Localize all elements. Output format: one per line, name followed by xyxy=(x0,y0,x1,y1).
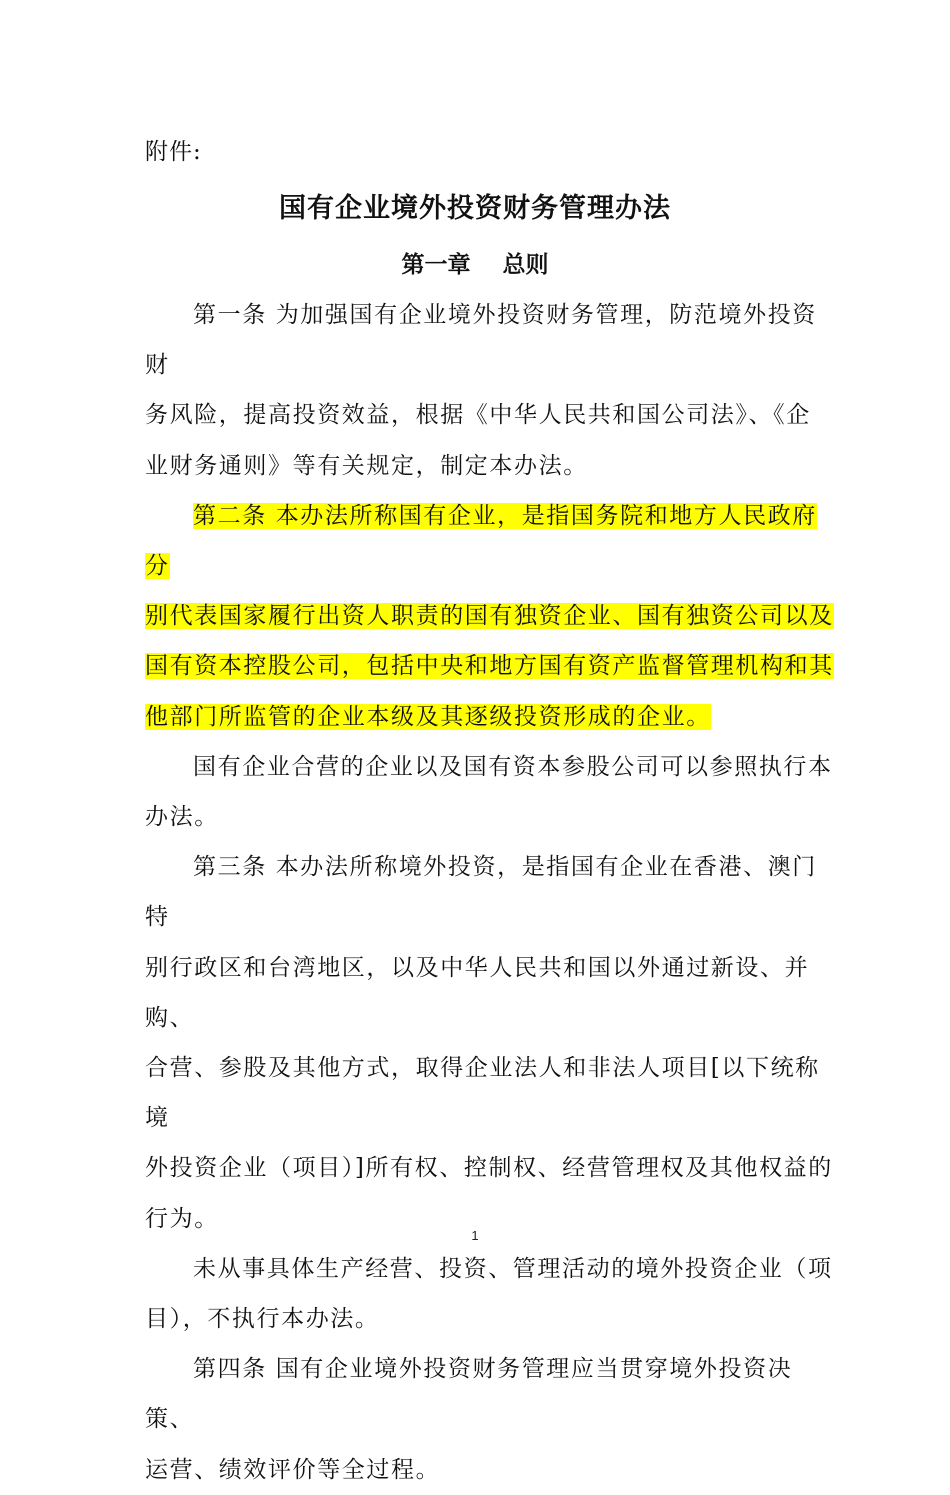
text-line: 未从事具体生产经营、投资、管理活动的境外投资企业（项 xyxy=(193,1255,833,1282)
text-line-wrapper xyxy=(145,491,841,591)
text-line-wrapper xyxy=(145,692,841,742)
article-3-paragraph xyxy=(145,842,841,1244)
text-line: 运营、绩效评价等全过程。 xyxy=(145,1456,441,1483)
text-line: 第四条 国有企业境外投资财务管理应当贯穿境外投资决策、 xyxy=(145,1356,793,1433)
page-number: 1 xyxy=(471,1228,479,1243)
text-line: 第三条 本办法所称境外投资，是指国有企业在香港、澳门特 xyxy=(145,854,817,931)
text-line: 第一条 为加强国有企业境外投资财务管理，防范境外投资财 xyxy=(145,302,817,379)
text-line: 国有企业合营的企业以及国有资本参股公司可以参照执行本 xyxy=(193,753,833,780)
exclusion-paragraph xyxy=(145,1244,841,1344)
chapter-title: 第一章 总则 xyxy=(401,252,549,278)
article-4-paragraph xyxy=(145,1344,841,1495)
article-2-paragraph xyxy=(145,491,841,742)
text-line: 办法。 xyxy=(145,804,219,831)
highlighted-text-line: 他部门所监管的企业本级及其逐级投资形成的企业。 xyxy=(145,703,711,730)
text-line-wrapper xyxy=(145,591,841,641)
highlighted-text-line: 别代表国家履行出资人职责的国有独资企业、国有独资公司以及 xyxy=(145,603,834,630)
document-body xyxy=(145,290,841,1495)
document-title: 国有企业境外投资财务管理办法 xyxy=(279,193,671,224)
highlighted-text-line: 第二条 本办法所称国有企业，是指国务院和地方人民政府分 xyxy=(145,502,817,580)
text-line: 目），不执行本办法。 xyxy=(145,1306,380,1333)
attachment-label: 附件: xyxy=(145,139,202,165)
text-line-wrapper xyxy=(145,641,841,691)
joint-venture-paragraph xyxy=(145,742,841,842)
text-line: 业财务通则》等有关规定，制定本办法。 xyxy=(145,452,588,479)
text-line: 行为。 xyxy=(145,1205,219,1232)
text-line: 外投资企业（项目）]所有权、控制权、经营管理权及其他权益的 xyxy=(145,1155,833,1182)
text-line: 务风险，提高投资效益，根据《中华人民共和国公司法》、《企 xyxy=(145,402,811,429)
text-line: 别行政区和台湾地区，以及中华人民共和国以外通过新设、并购、 xyxy=(145,954,810,1031)
text-line: 合营、参股及其他方式，取得企业法人和非法人项目[以下统称境 xyxy=(145,1055,820,1132)
highlighted-text-line: 国有资本控股公司，包括中央和地方国有资产监督管理机构和其 xyxy=(145,653,834,680)
article-1-paragraph xyxy=(145,290,841,491)
